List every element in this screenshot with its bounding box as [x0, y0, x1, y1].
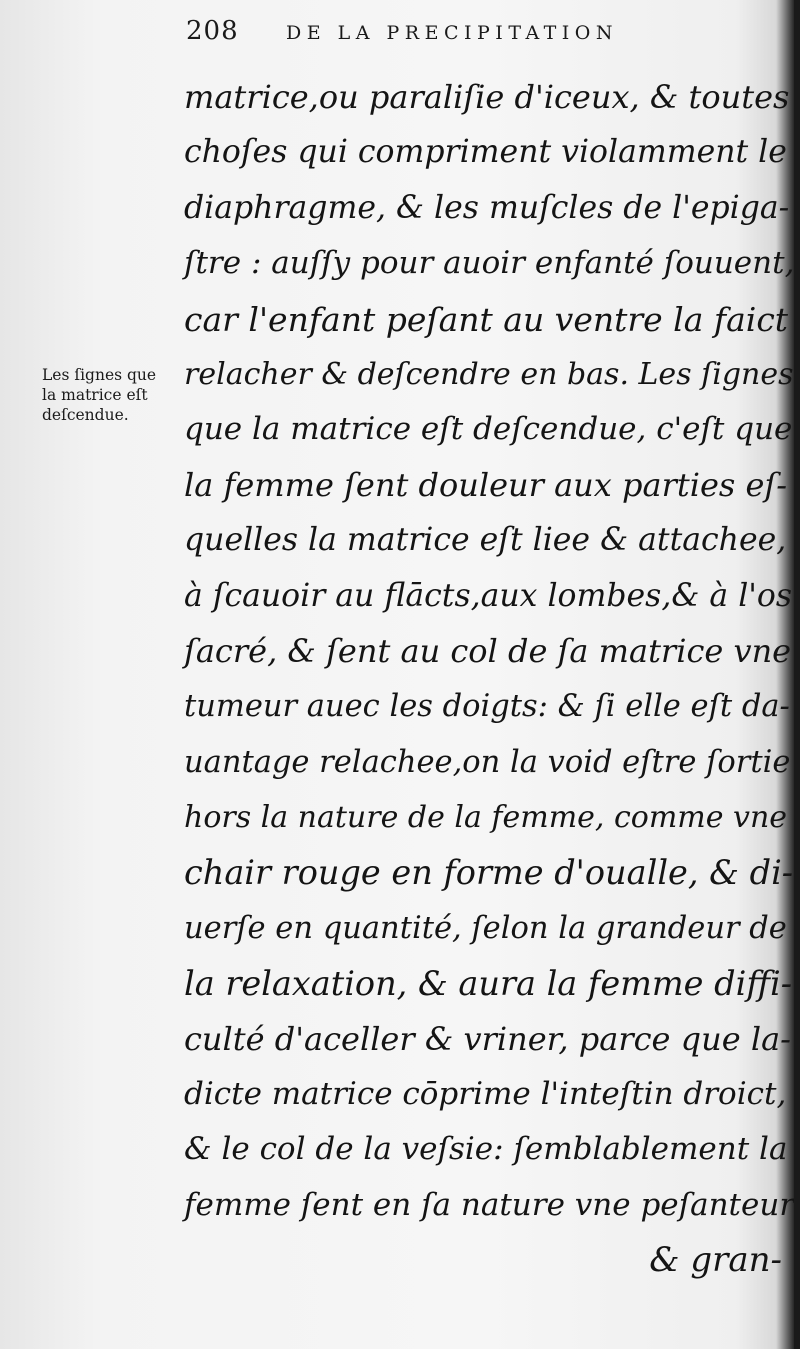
- text-line: à ſcauoir au flācts,aux lombes,& à l'os: [184, 577, 793, 614]
- text-line: choſes qui compriment violamment le: [184, 134, 787, 171]
- text-line: quelles la matrice eſt liee & attachee,: [184, 522, 787, 559]
- text-line: relacher & deſcendre en bas. Les ſignes: [184, 356, 794, 392]
- text-line: matrice,ou paraliſie d'iceux, & toutes: [184, 78, 790, 116]
- text-line: tumeur auec les doigts: & ſi elle eſt da-: [184, 689, 790, 725]
- text-line: dicte matrice cōprime l'inteſtin droict,: [184, 1076, 787, 1113]
- margin-note-line: deſcendue.: [42, 406, 129, 424]
- margin-note-line: Les ſignes que: [42, 366, 157, 384]
- text-line: la relaxation, & aura la femme diffi-: [184, 964, 793, 1004]
- catchword: & gran-: [649, 1240, 782, 1281]
- page-edge-shadow: [794, 0, 800, 1349]
- text-line: que la matrice eſt deſcendue, c'eſt que: [184, 411, 793, 448]
- body-text: [184, 70, 794, 1289]
- text-line: culté d'aceller & vriner, parce que la-: [184, 1019, 791, 1058]
- text-line: ſacré, & ſent au col de ſa matrice vne: [184, 631, 792, 670]
- text-line: car l'enfant peſant au ventre la faict: [184, 299, 789, 339]
- text-line: la femme ſent douleur aux parties eſ-: [184, 465, 788, 504]
- running-title: DE LA PRECIPITATION: [286, 22, 619, 44]
- text-line: uantage relachee,on la void eſtre ſortie: [184, 744, 791, 780]
- margin-note: [42, 365, 182, 425]
- text-line: ſtre : auſſy pour auoir enfanté ſouuent,: [184, 245, 795, 282]
- text-line: diaphragme, & les muſcles de l'epiga-: [184, 189, 790, 226]
- page-header: [186, 14, 746, 54]
- text-line: femme ſent en ſa nature vne peſanteur: [184, 1186, 795, 1223]
- margin-note-line: la matrice eſt: [42, 386, 148, 404]
- text-line: hors la nature de la femme, comme vne: [184, 800, 788, 836]
- text-line: chair rouge en forme d'oualle, & di-: [184, 853, 794, 893]
- text-line: & le col de la veſsie: ſemblablement la: [184, 1131, 788, 1168]
- page-number: 208: [186, 16, 239, 46]
- text-line: uerſe en quantité, ſelon la grandeur de: [184, 910, 787, 946]
